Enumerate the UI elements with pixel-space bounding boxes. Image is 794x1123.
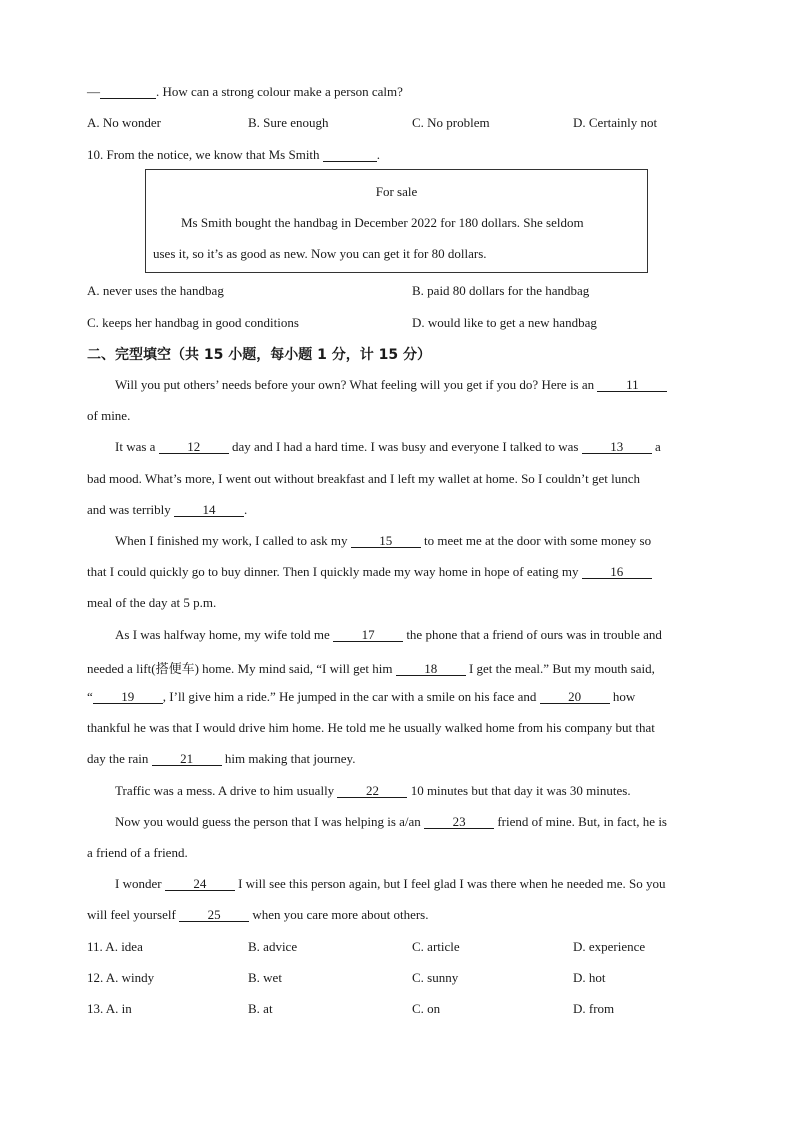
choice-13-c: C. on bbox=[412, 1001, 441, 1016]
passage-line bbox=[115, 814, 667, 830]
passage-line bbox=[87, 502, 247, 518]
q10-stem-end: . bbox=[376, 147, 381, 162]
passage-line bbox=[87, 907, 428, 923]
passage-line bbox=[87, 845, 188, 861]
text-span: will feel yourself bbox=[87, 907, 176, 922]
text-span: and was terribly bbox=[87, 502, 171, 517]
text-span: It was a bbox=[115, 439, 156, 454]
choice-13-d: D. from bbox=[573, 1001, 615, 1016]
blank-15: 15 bbox=[351, 534, 421, 548]
blank-17: 17 bbox=[333, 628, 403, 642]
passage-line bbox=[87, 595, 216, 611]
blank-24: 24 bbox=[165, 877, 235, 891]
q9-dash: — bbox=[87, 84, 100, 99]
text-span: to meet me at the door with some money so bbox=[424, 533, 652, 548]
text-span: I will see this person again, but I feel glad I was there when he needed me. So you bbox=[238, 876, 666, 891]
blank-21: 21 bbox=[152, 752, 222, 766]
q10-option-a: A. never uses the handbag bbox=[87, 283, 224, 298]
text-span: a bbox=[655, 439, 661, 454]
text-span: I wonder bbox=[115, 876, 162, 891]
choice-13-b: B. at bbox=[248, 1001, 273, 1016]
q9-stem bbox=[87, 84, 403, 100]
choice-12-d: D. hot bbox=[573, 970, 606, 985]
passage-line bbox=[87, 408, 130, 424]
text-span: bad mood. What’s more, I went out without breakfast and I left my wallet at home. So I couldn’t get lunch bbox=[87, 471, 640, 486]
choice-12-c: C. sunny bbox=[412, 970, 459, 985]
text-span: when you care more about others. bbox=[252, 907, 429, 922]
text-span: day and I had a hard time. I was busy and everyone I talked to was bbox=[231, 439, 579, 454]
passage-line bbox=[87, 689, 635, 705]
section-heading: 二、完型填空（共 15 小题，每小题 1 分，计 15 分） bbox=[87, 347, 431, 363]
text-span: the phone that a friend of ours was in trouble and bbox=[406, 627, 662, 642]
text-span: of mine. bbox=[87, 408, 131, 423]
passage-line bbox=[115, 876, 666, 892]
blank-13: 13 bbox=[582, 440, 652, 454]
blank-23: 23 bbox=[424, 815, 494, 829]
passage-line bbox=[115, 377, 667, 393]
q10-option-d: D. would like to get a new handbag bbox=[412, 315, 597, 330]
q9-option-c: C. No problem bbox=[412, 115, 490, 130]
blank-11: 11 bbox=[597, 378, 667, 392]
passage-line bbox=[115, 783, 631, 799]
text-span: “ bbox=[87, 689, 93, 704]
choice-12-b: B. wet bbox=[248, 970, 282, 985]
text-span: Traffic was a mess. A drive to him usually bbox=[115, 783, 335, 798]
text-span: . bbox=[244, 502, 248, 517]
text-span: 10 minutes but that day it was 30 minutes. bbox=[410, 783, 631, 798]
text-span: how bbox=[612, 689, 636, 704]
blank-20: 20 bbox=[540, 690, 610, 704]
blank-19: 19 bbox=[93, 690, 163, 704]
blank-25: 25 bbox=[179, 908, 249, 922]
text-span: Will you put others’ needs before your own? What feeling will you get if you do? Here is an bbox=[115, 377, 595, 392]
q9-text: . How can a strong colour make a person calm? bbox=[156, 84, 403, 99]
passage-line bbox=[115, 533, 651, 549]
blank-12: 12 bbox=[159, 440, 229, 454]
notice-line-1: Ms Smith bought the handbag in December 2022 for 180 dollars. She seldom bbox=[181, 215, 584, 230]
blank-18: 18 bbox=[396, 662, 466, 676]
q9-blank bbox=[100, 85, 156, 99]
q9-option-a: A. No wonder bbox=[87, 115, 162, 130]
text-span: thankful he was that I would drive him home. He told me he usually walked home from his company but that bbox=[87, 720, 655, 735]
q9-option-b: B. Sure enough bbox=[248, 115, 329, 130]
choice-12-a: 12. A. windy bbox=[87, 970, 155, 985]
text-span: meal of the day at 5 p.m. bbox=[87, 595, 217, 610]
passage-line bbox=[87, 471, 640, 487]
notice-line-2: uses it, so it’s as good as new. Now you can get it for 80 dollars. bbox=[153, 246, 487, 261]
notice-title: For sale bbox=[375, 184, 418, 199]
choice-11-a: 11. A. idea bbox=[87, 939, 143, 954]
blank-14: 14 bbox=[174, 503, 244, 517]
passage-line bbox=[87, 720, 655, 736]
text-span: day the rain bbox=[87, 751, 149, 766]
text-span: I get the meal.” But my mouth said, bbox=[468, 661, 655, 676]
passage-line bbox=[115, 439, 661, 455]
text-span: As I was halfway home, my wife told me bbox=[115, 627, 330, 642]
q9-option-d: D. Certainly not bbox=[573, 115, 658, 130]
notice-box bbox=[145, 169, 648, 273]
blank-22: 22 bbox=[337, 784, 407, 798]
q10-stem-text: 10. From the notice, we know that Ms Smith bbox=[87, 147, 320, 162]
text-span: a friend of a friend. bbox=[87, 845, 188, 860]
text-span: needed a lift(搭便车) home. My mind said, “I will get him bbox=[87, 661, 393, 676]
q10-blank bbox=[323, 148, 377, 162]
q10-option-b: B. paid 80 dollars for the handbag bbox=[412, 283, 590, 298]
passage-line bbox=[87, 564, 652, 580]
passage-line bbox=[87, 658, 655, 677]
text-span: , I’ll give him a ride.” He jumped in the car with a smile on his face and bbox=[162, 689, 537, 704]
text-span: him making that journey. bbox=[224, 751, 356, 766]
blank-16: 16 bbox=[582, 565, 652, 579]
q10-stem bbox=[87, 147, 380, 163]
choice-11-d: D. experience bbox=[573, 939, 646, 954]
passage-line bbox=[115, 627, 662, 643]
passage-line bbox=[87, 751, 355, 767]
text-span: friend of mine. But, in fact, he is bbox=[497, 814, 667, 829]
q10-option-c: C. keeps her handbag in good conditions bbox=[87, 315, 299, 330]
text-span: When I finished my work, I called to ask my bbox=[115, 533, 348, 548]
choice-11-b: B. advice bbox=[248, 939, 298, 954]
choice-13-a: 13. A. in bbox=[87, 1001, 132, 1016]
choice-11-c: C. article bbox=[412, 939, 460, 954]
text-span: Now you would guess the person that I was helping is a/an bbox=[115, 814, 421, 829]
text-span: that I could quickly go to buy dinner. Then I quickly made my way home in hope of eating my bbox=[87, 564, 579, 579]
